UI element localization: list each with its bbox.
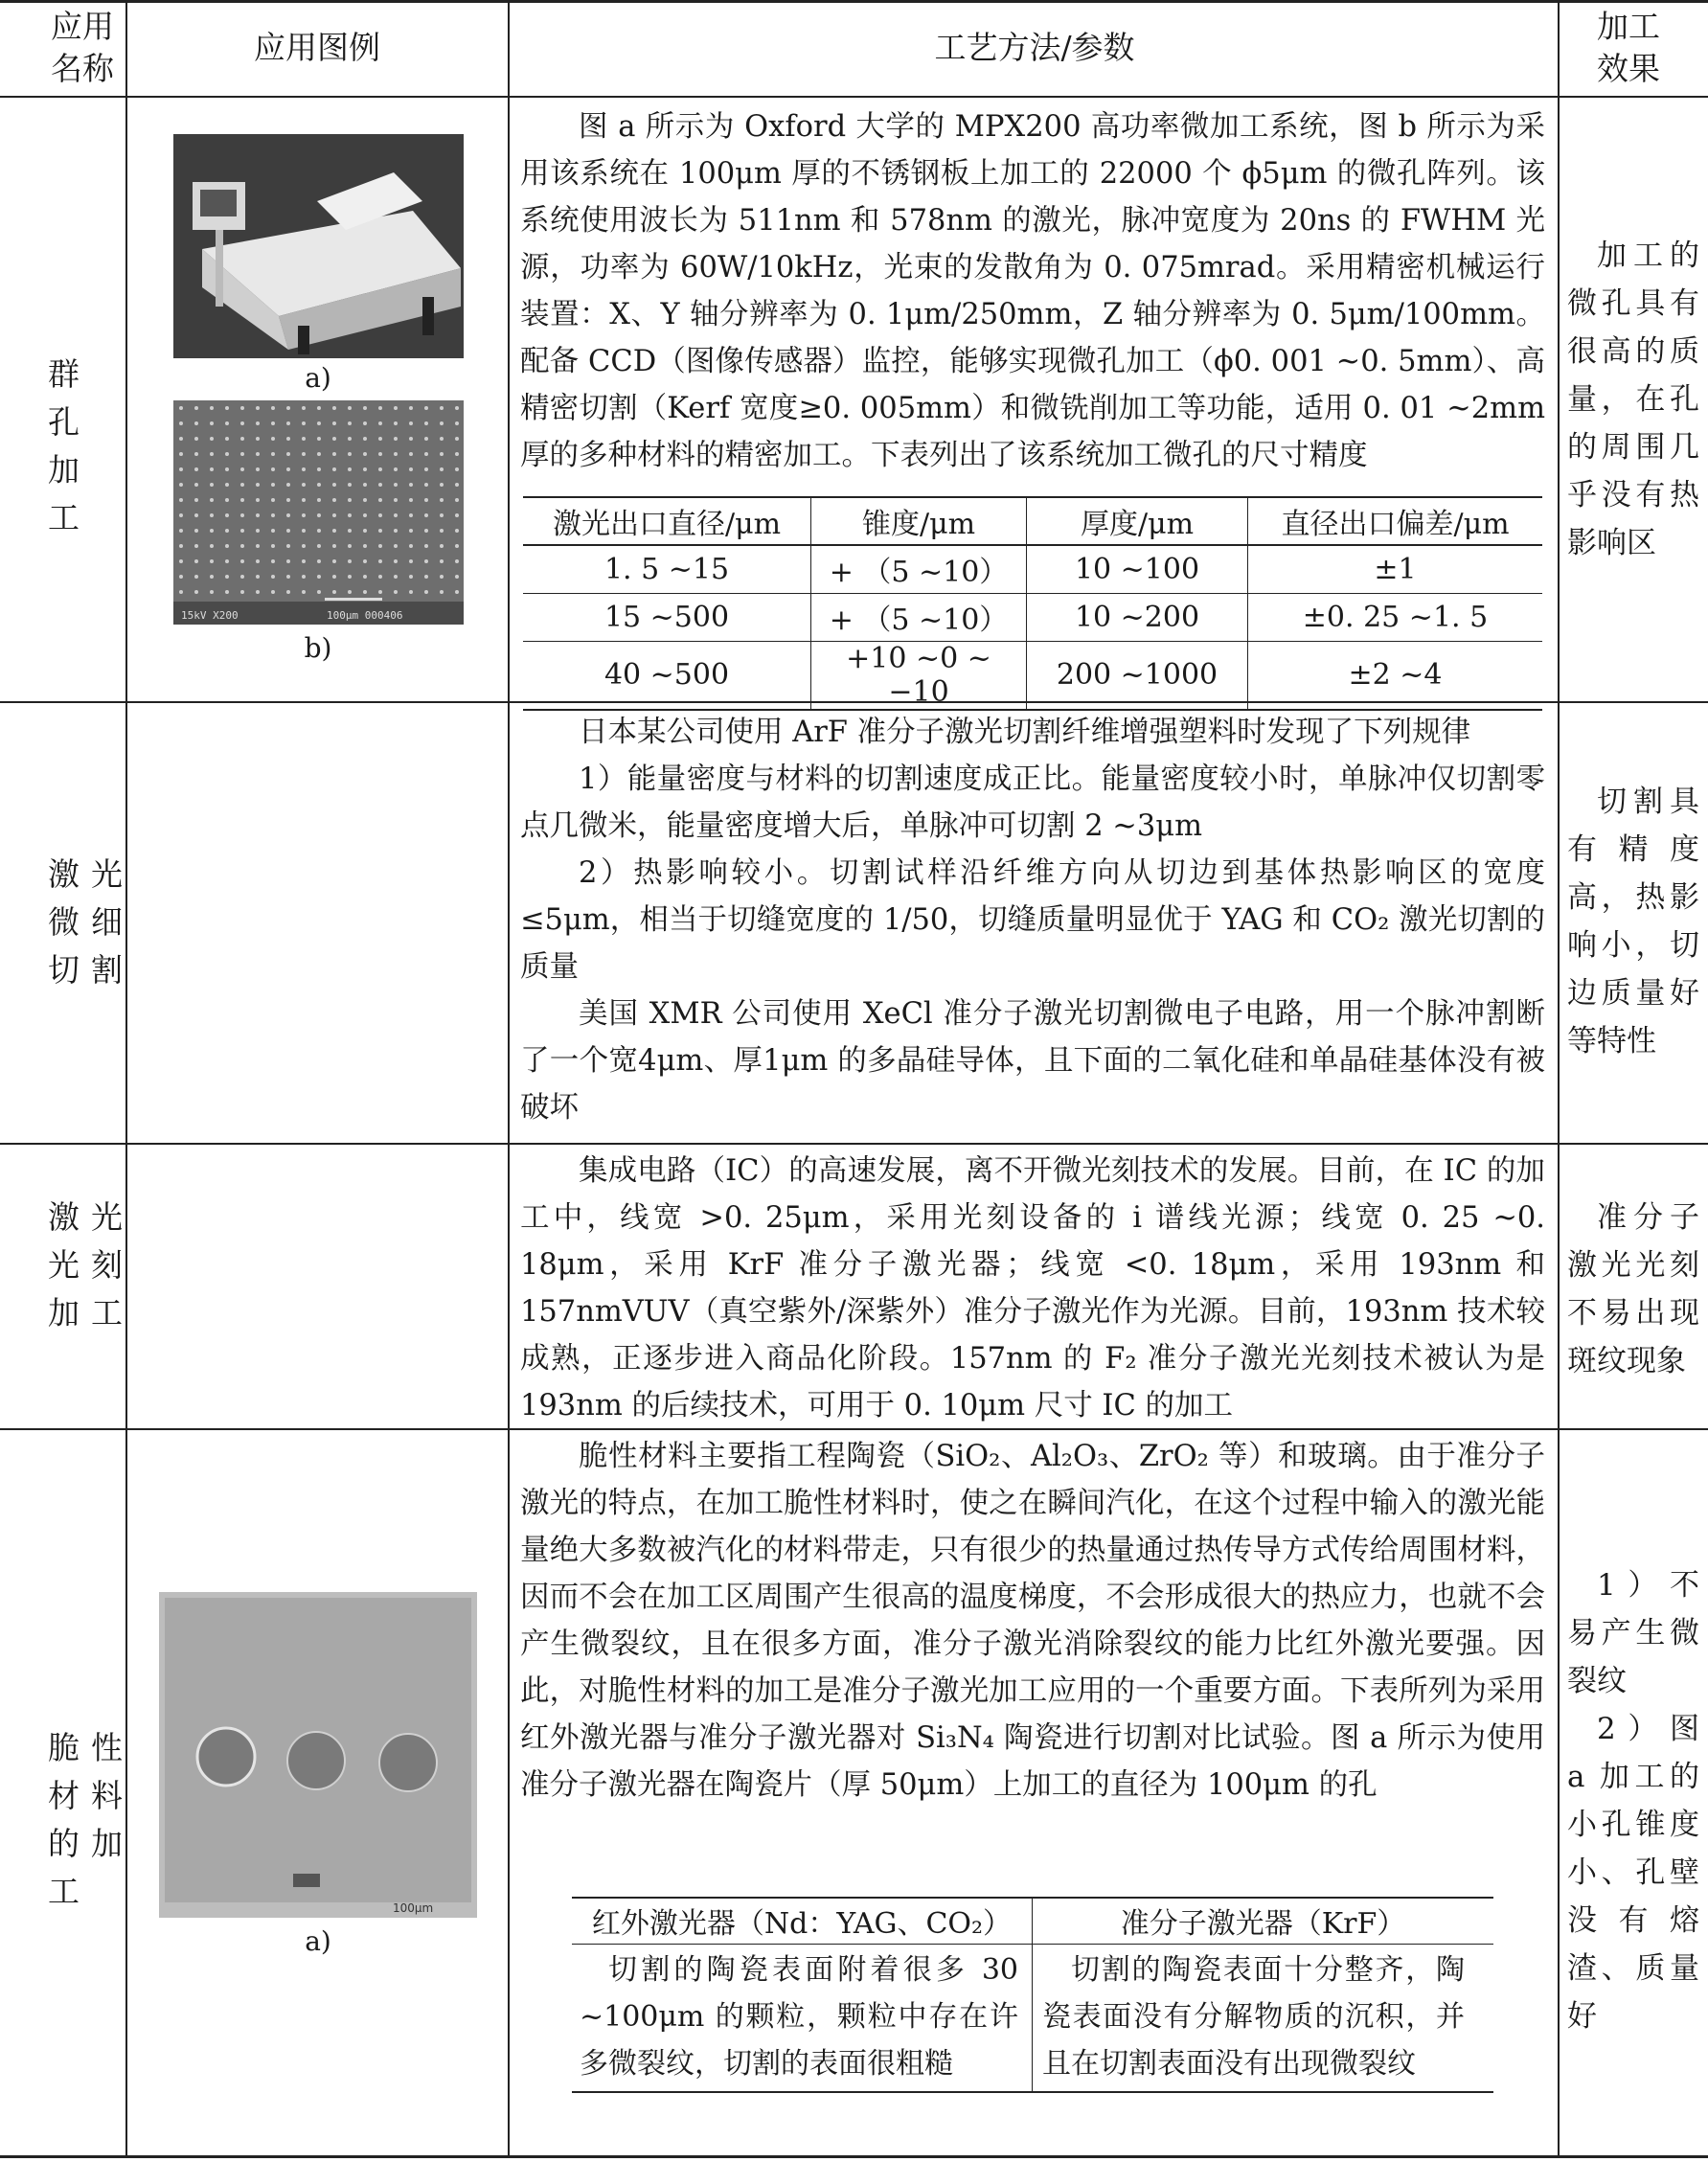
row2-name: 激光微细切割 bbox=[48, 855, 134, 989]
acc-cell: 200 ~1000 bbox=[1027, 641, 1248, 710]
acc-cell: 10 ~100 bbox=[1027, 545, 1248, 593]
row3-name: 激光光刻加工 bbox=[48, 1198, 134, 1331]
microhole-accuracy-table bbox=[523, 496, 1542, 711]
column-rule-2 bbox=[508, 0, 510, 2158]
row1-name: 群孔加工 bbox=[48, 355, 101, 536]
header-processing-effect: 加工效果 bbox=[1597, 8, 1660, 87]
table-row bbox=[523, 593, 1542, 641]
header-application-figure: 应用图例 bbox=[254, 29, 380, 66]
table-bottom-rule bbox=[0, 2155, 1708, 2158]
row1-effect: 加工的微孔具有很高的质量，在孔的周围几乎没有热影响区 bbox=[1567, 239, 1699, 560]
figure-b-caption: b) bbox=[304, 632, 332, 664]
header-process-parameters: 工艺方法/参数 bbox=[934, 29, 1135, 66]
mpx200-system-photo bbox=[173, 134, 464, 358]
acc-cell: + （5 ~10） bbox=[811, 593, 1027, 641]
row4-name: 脆性材料的加工 bbox=[48, 1729, 134, 1910]
figure-a-caption-2: a) bbox=[305, 1925, 331, 1957]
acc-col-taper: 锥度/μm bbox=[811, 497, 1027, 545]
acc-col-thickness: 厚度/μm bbox=[1027, 497, 1248, 545]
acc-cell: + （5 ~10） bbox=[811, 545, 1027, 593]
header-rule bbox=[0, 96, 1708, 98]
table-row bbox=[523, 641, 1542, 710]
row4-effect: 1）不易产生微裂纹 2）图 a 加工的小孔锥度小、孔壁没有熔渣、质量好 bbox=[1567, 1568, 1699, 2034]
row-rule-2 bbox=[0, 1143, 1708, 1145]
laser-comparison-table bbox=[572, 1897, 1493, 2093]
table-top-rule bbox=[0, 0, 1708, 3]
acc-col-diameter: 激光出口直径/μm bbox=[523, 497, 811, 545]
row3-effect: 准分子激光光刻不易出现斑纹现象 bbox=[1567, 1200, 1699, 1378]
microhole-array-photo bbox=[173, 400, 464, 625]
sem-scale-label: 100μm 000406 bbox=[327, 609, 403, 622]
table-row bbox=[572, 1944, 1493, 2092]
acc-cell: ±2 ~4 bbox=[1348, 658, 1443, 692]
acc-col-deviation: 直径出口偏差/μm bbox=[1281, 508, 1510, 541]
acc-cell: 15 ~500 bbox=[523, 593, 811, 641]
acc-cell: ±0. 25 ~1. 5 bbox=[1302, 600, 1489, 634]
acc-cell: 40 ~500 bbox=[523, 641, 811, 710]
cmp-col-excimer: 准分子激光器（KrF） bbox=[1120, 1907, 1406, 1942]
cmp-cell-excimer: 切割的陶瓷表面十分整齐，陶瓷表面没有分解物质的沉积，并且在切割表面没有出现微裂纹 bbox=[1042, 1952, 1465, 2081]
sem-voltage-label: 15kV X200 bbox=[181, 609, 239, 622]
row4-description: 脆性材料主要指工程陶瓷（SiO₂、Al₂O₃、ZrO₂ 等）和玻璃。由于准分子激光的特点，在加工脆性材料时，使之在瞬间汽化，在这个过程中输入的激光能量绝大多数被汽化的材料带走，只有很少的热量通过热传导方式传给周围材料，因而不会在加工区周围产生很高的温度梯度，不会形成很大的热应力，也就不会产生微裂纹，且在很多方面，准分子激光消除裂纹的能力比红外激光要强。因此，对脆性材料的加工是准分子激光加工应用的一个重要方面。下表所列为采用红外激光器与准分子激光器对 Si₃N₄ 陶瓷进行切割对比试验。图 a 所示为使用准分子激光器在陶瓷片（厚 50μm）上加工的直径为 100μm 的孔 bbox=[520, 1440, 1545, 1802]
cmp-cell-infrared: 切割的陶瓷表面附着很多 30 ~100μm 的颗粒，颗粒中存在许多微裂纹，切割的表面很粗糙 bbox=[572, 1944, 1033, 2092]
cmp-col-infrared: 红外激光器（Nd：YAG、CO₂） bbox=[572, 1898, 1033, 1944]
ceramic-scale-label: 100μm bbox=[393, 1901, 434, 1915]
ceramic-holes-photo bbox=[159, 1592, 477, 1918]
row1-description: 图 a 所示为 Oxford 大学的 MPX200 高功率微加工系统，图 b 所示为采用该系统在 100μm 厚的不锈钢板上加工的 22000 个 ϕ5μm 的微孔阵列。该系统使用波长为 511nm 和 578nm 的激光，脉冲宽度为 20ns 的 FWHM 光源，功率为 60W/10kHz，光束的发散角为 0. 075mrad。采用精密机械运行装置：X、Y 轴分辨率为 0. 1μm/250mm，Z 轴分辨率为 0. 5μm/100mm。配备 CCD（图像传感器）监控，能够实现微孔加工（ϕ0. 001 ~0. 5mm）、高精密切割（Kerf 宽度≥0. 005mm）和微铣削加工等功能，适用 0. 01 ~2mm 厚的多种材料的精密加工。下表列出了该系统加工微孔的尺寸精度 bbox=[520, 110, 1545, 472]
column-rule-3 bbox=[1558, 0, 1560, 2158]
header-application-name: 应用名称 bbox=[51, 8, 114, 87]
acc-cell: +10 ~0 ~ −10 bbox=[811, 641, 1027, 710]
table-row bbox=[523, 545, 1542, 593]
acc-cell: 1. 5 ~15 bbox=[523, 545, 811, 593]
acc-cell: 10 ~200 bbox=[1027, 593, 1248, 641]
row3-description: 集成电路（IC）的高速发展，离不开微光刻技术的发展。目前，在 IC 的加工中，线宽 >0. 25μm，采用光刻设备的 i 谱线光源；线宽 0. 25 ~0. 18μm，采用 KrF 准分子激光器；线宽 <0. 18μm，采用 193nm 和 157nmVUV（真空紫外/深紫外）准分子激光作为光源。目前，193nm 技术较成熟，正逐步进入商品化阶段。157nm 的 F₂ 准分子激光光刻技术被认为是 193nm 的后续技术，可用于 0. 10μm 尺寸 IC 的加工 bbox=[520, 1154, 1545, 1422]
acc-cell: ±1 bbox=[1374, 552, 1417, 586]
row2-description: 日本某公司使用 ArF 准分子激光切割纤维增强塑料时发现了下列规律 1）能量密度与材料的切割速度成正比。能量密度较小时，单脉冲仅切割零点几微米，能量密度增大后，单脉冲可切割 2 ~3μm 2）热影响较小。切割试样沿纤维方向从切边到基体热影响区的宽度≤5μm，相当于切缝宽度的 1/50，切缝质量明显优于 YAG 和 CO₂ 激光切割的质量 美国 XMR 公司使用 XeCl 准分子激光切割微电子电路，用一个脉冲割断了一个宽4μm、厚1μm 的多晶硅导体，且下面的二氧化硅和单晶硅基体没有被破坏 bbox=[520, 716, 1545, 1125]
row2-effect: 切割具有精度高，热影响小，切边质量好等特性 bbox=[1567, 785, 1699, 1058]
figure-a-caption: a) bbox=[305, 362, 331, 394]
